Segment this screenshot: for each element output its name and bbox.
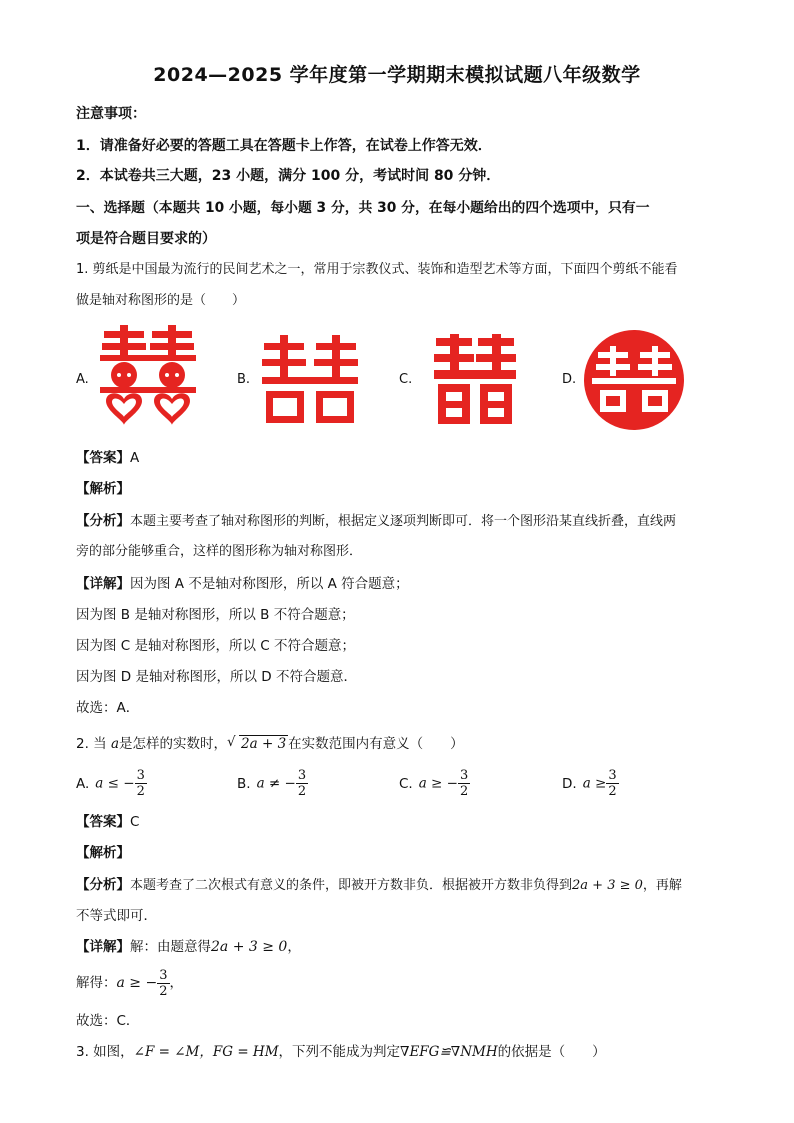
section-1-heading-cont: 项是符合题目要求的）: [76, 231, 216, 247]
q2-choice-a: A. a ≤ − $\frac{3}{2}$: [76, 768, 145, 799]
q2-fenxi-row: 【分析】本题考查了二次根式有意义的条件，即被开方数非负．根据被开方数非负得到2a + 3 ≥ 0，再解: [76, 877, 682, 893]
q2-analysis-tag: 【解析】: [76, 845, 130, 861]
option-a-label: A.: [76, 372, 89, 387]
q1-detail-line-1: 因为图 B 是轴对称图形，所以 B 不符合题意；: [76, 607, 355, 623]
notice-heading: 注意事项：: [76, 106, 146, 122]
q2-prefix: 2. 当: [76, 736, 107, 752]
q2-fenxi-text-cont: 不等式即可．: [76, 908, 157, 924]
answer-tag: 【答案】: [76, 450, 130, 466]
papercut-d-image: [584, 330, 684, 430]
q1-detail-line-2: 因为图 C 是轴对称图形，所以 C 不符合题意；: [76, 638, 356, 654]
notice-item-2: 2．本试卷共三大题，23 小题，满分 100 分，考试时间 80 分钟．: [76, 168, 501, 184]
q2-mid: 是怎样的实数时，: [119, 736, 228, 752]
notice-item-1: 1．请准备好必要的答题工具在答题卡上作答，在试卷上作答无效．: [76, 138, 492, 154]
q2-answer-row: 【答案】C: [76, 814, 140, 830]
papercut-c-image: [434, 334, 516, 426]
q1-detail-line-3: 因为图 D 是轴对称图形，所以 D 不符合题意．: [76, 669, 357, 685]
papercut-b-image: [260, 335, 360, 425]
question-1-text: 1. 剪纸是中国最为流行的民间艺术之一，常用于宗教仪式、装饰和造型艺术等方面，下面四个剪纸不能看: [76, 262, 678, 277]
option-c-label: C.: [399, 372, 413, 387]
q1-fenxi-row: [76, 511, 736, 532]
q2-sqrt: √ 2a + 3: [227, 734, 287, 752]
q1-fenxi-text: 本题主要考查了轴对称图形的判断，根据定义逐项判断即可．将一个图形沿某直线折叠，直线两: [130, 514, 677, 529]
q2-var: a: [110, 736, 120, 752]
option-d-label: D.: [562, 372, 577, 387]
question-2-text: [76, 734, 736, 754]
q1-detail-line-0: 因为图 A 不是轴对称图形，所以 A 符合题意；: [130, 576, 409, 592]
question-1-text-cont: 做是轴对称图形的是（ ）: [76, 293, 246, 308]
q2-choice-b: B. a ≠ − $\frac{3}{2}$: [237, 768, 307, 799]
papercut-a-image: [98, 325, 198, 435]
question-3-text: 3. 如图，∠F = ∠M，FG = HM，下列不能成为判定∇EFG≌∇NMH的依据是（ ）: [76, 1044, 606, 1060]
q3-triangles: ∇EFG≌∇NMH: [400, 1044, 498, 1060]
q1-fenxi-text-cont: 旁的部分能够重合，这样的图形称为轴对称图形．: [76, 544, 363, 559]
q1-analysis-tag: 【解析】: [76, 481, 130, 497]
q1-answer: A: [130, 450, 140, 466]
section-1-heading: 一、选择题（本题共 10 小题，每小题 3 分，共 30 分，在每小题给出的四个选项中，只有一: [76, 200, 650, 216]
q1-conclusion: 故选：A．: [76, 700, 140, 716]
page-title: 2024—2025 学年度第一学期期末模拟试题八年级数学: [153, 64, 641, 86]
q2-xiangjie-row: 【详解】解：由题意得2a + 3 ≥ 0，: [76, 939, 301, 955]
q2-choice-d: D. a ≥ $\frac{3}{2}$: [562, 768, 617, 799]
q3-condition: ∠F = ∠M，FG = HM: [133, 1044, 279, 1060]
option-b-label: B.: [237, 372, 251, 387]
fenxi-tag: 【分析】: [76, 513, 130, 529]
q1-xiangjie-row: [76, 574, 736, 594]
q2-suffix: 在实数范围内有意义（ ）: [288, 736, 464, 752]
q2-choice-c: C. a ≥ − $\frac{3}{2}$: [399, 768, 469, 799]
q2-solution-row: 解得：a ≥ − $\frac{3}{2}$ ，: [76, 967, 183, 999]
q1-answer-row: [76, 448, 736, 468]
q2-answer: C: [130, 814, 140, 830]
xiangjie-tag: 【详解】: [76, 576, 130, 592]
q2-radicand: 2a + 3: [241, 736, 287, 752]
q2-conclusion: 故选：C．: [76, 1013, 140, 1029]
